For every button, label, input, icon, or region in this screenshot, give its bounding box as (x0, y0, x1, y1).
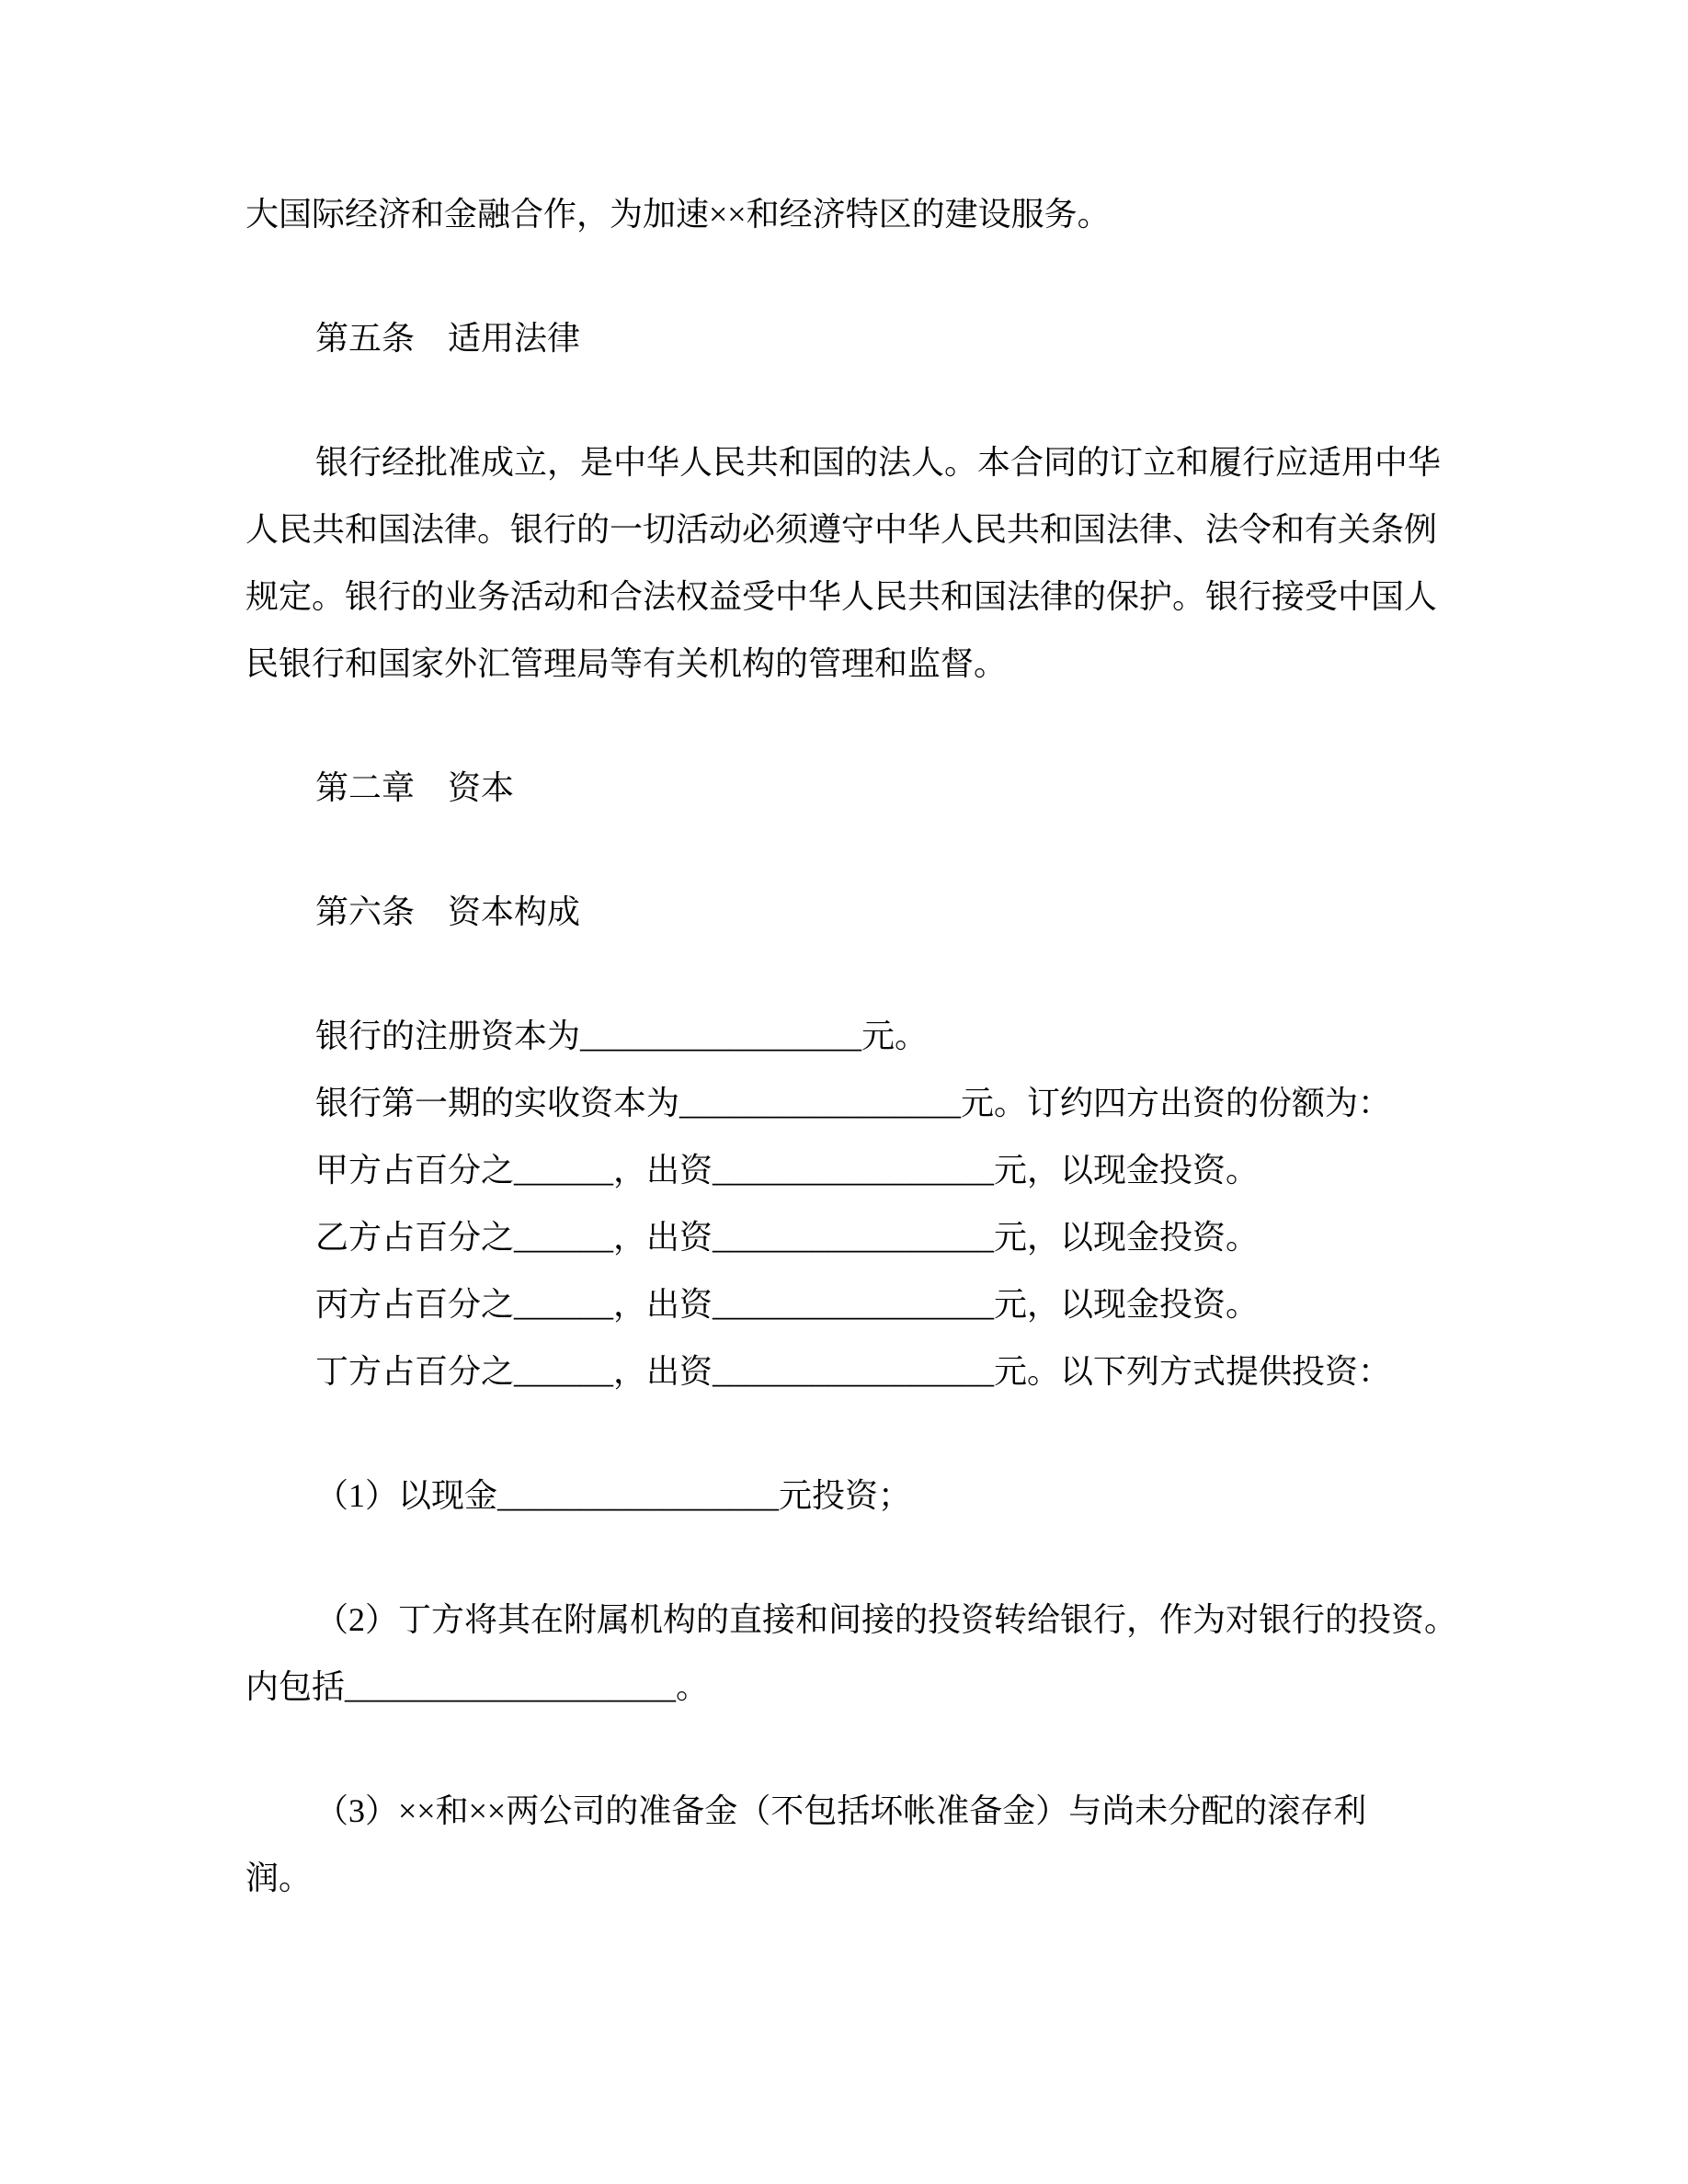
party-a-share-line: 甲方占百分之______，出资_________________元，以现金投资。 (315, 1152, 1260, 1189)
article-6-heading: 第六条 资本构成 (315, 893, 581, 930)
article-5-body-line-1: 银行经批准成立，是中华人民共和国的法人。本合同的订立和履行应适用中华 (315, 444, 1442, 481)
article-5-body-line-2: 人民共和国法律。银行的一切活动必须遵守中华人民共和国法律、法令和有关条例 (245, 511, 1438, 548)
item-3-reserves-line-1: （3）××和××两公司的准备金（不包括坏帐准备金）与尚未分配的滚存利 (315, 1792, 1367, 1829)
article-5-body-line-3: 规定。银行的业务活动和合法权益受中华人民共和国法律的保护。银行接受中国人 (245, 578, 1438, 615)
item-3-reserves-line-2: 润。 (245, 1860, 313, 1896)
article-5-body-line-4: 民银行和国家外汇管理局等有关机构的管理和监督。 (245, 645, 1008, 682)
chapter-2-heading: 第二章 资本 (315, 769, 515, 806)
paid-in-capital-line: 银行第一期的实收资本为_________________元。订约四方出资的份额为： (315, 1085, 1392, 1121)
registered-capital-line: 银行的注册资本为_________________元。 (315, 1018, 929, 1054)
item-2-transfer-line-1: （2）丁方将其在附属机构的直接和间接的投资转给银行，作为对银行的投资。 (315, 1601, 1458, 1638)
document-content (245, 181, 1468, 1912)
paragraph-continuation-line: 大国际经济和金融合作，为加速××和经济特区的建设服务。 (245, 196, 1111, 233)
item-2-transfer-line-2: 内包括____________________。 (245, 1668, 710, 1705)
item-1-cash-investment-line: （1）以现金_________________元投资； (315, 1477, 912, 1514)
party-d-share-line: 丁方占百分之______，出资_________________元。以下列方式提供投资： (315, 1353, 1392, 1390)
party-c-share-line: 丙方占百分之______，出资_________________元，以现金投资。 (315, 1286, 1260, 1323)
party-b-share-line: 乙方占百分之______，出资_________________元，以现金投资。 (315, 1219, 1260, 1256)
article-5-heading: 第五条 适用法律 (315, 320, 581, 357)
